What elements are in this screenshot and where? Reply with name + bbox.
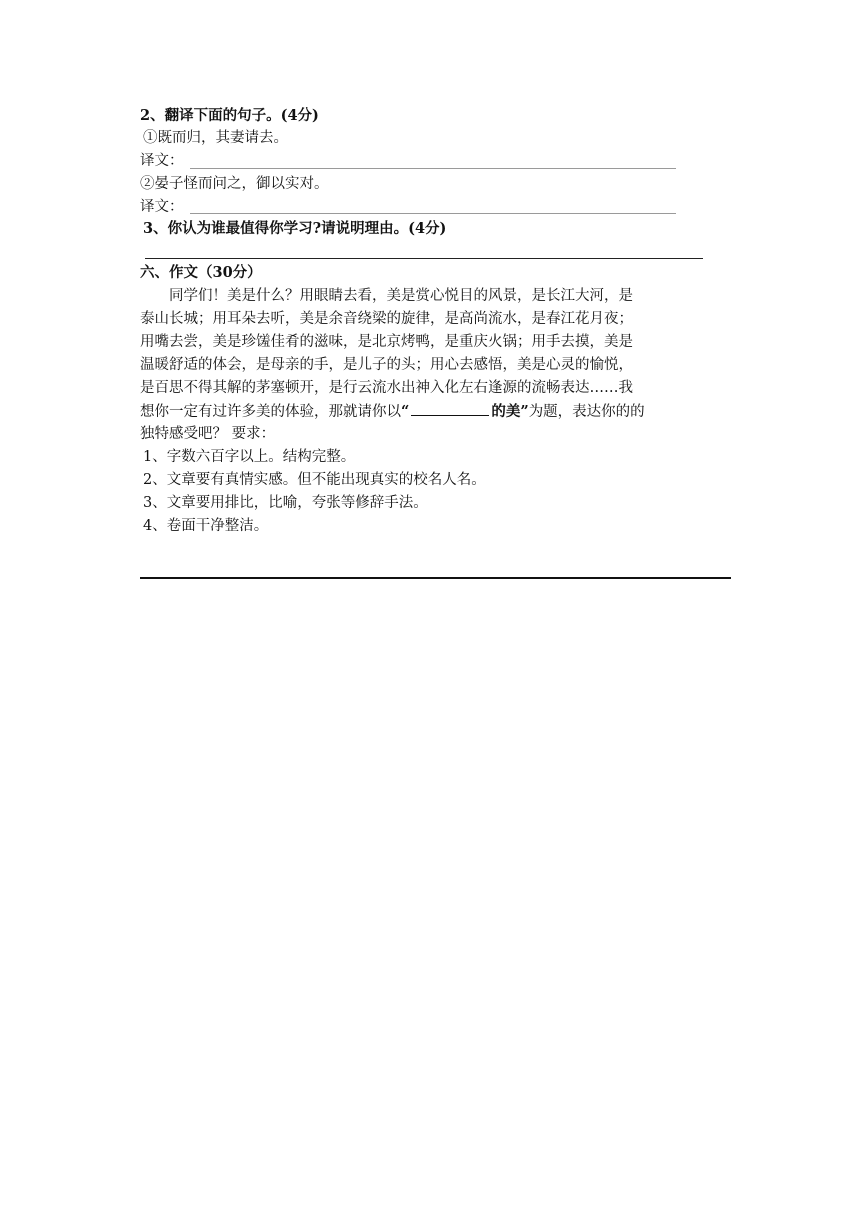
translation-sentence-2: ②晏子怪而问之，御以实对。 [140, 176, 329, 192]
essay-requirement-4: 4、卷面干净整洁。 [143, 518, 269, 534]
opinion-question-label: 3、你认为谁最值得你学习?请说明理由。(4分) [143, 220, 447, 237]
translation-answer-line-1[interactable] [190, 168, 676, 169]
essay-prompt-line-4: 温暖舒适的体会，是母亲的手，是儿子的头；用心去感悟，美是心灵的愉悦， [140, 357, 633, 373]
translation-answer-prefix-1: 译文： [140, 153, 184, 169]
title-open-quote: “ [401, 403, 410, 420]
essay-title-trail: 为题，表达你的的 [528, 404, 645, 420]
translation-answer-prefix-2: 译文： [140, 199, 184, 215]
essay-prompt-line-2: 泰山长城；用耳朵去听，美是余音绕梁的旋律，是高尚流水，是春江花月夜； [140, 311, 633, 327]
translation-question-label: 2、翻译下面的句子。(4分) [140, 107, 319, 124]
essay-title-blank[interactable] [411, 400, 489, 416]
essay-prompt-line-1: 同学们！美是什么？用眼睛去看，美是赏心悦目的风景，是长江大河，是 [169, 288, 633, 304]
essay-requirement-3: 3、文章要用排比，比喻，夸张等修辞手法。 [143, 495, 428, 511]
essay-prompt-line-5: 是百思不得其解的茅塞顿开，是行云流水出神入化左右逢源的流畅表达……我 [140, 380, 633, 396]
essay-requirement-1: 1、字数六百字以上。结构完整。 [143, 449, 356, 465]
essay-title-line [140, 400, 645, 423]
essay-prompt-line-3: 用嘴去尝，美是珍馐佳肴的滋味，是北京烤鸭，是重庆火锅；用手去摸，美是 [140, 334, 633, 350]
translation-sentence-1: ①既而归，其妻请去。 [143, 130, 288, 146]
essay-title-lead: 想你一定有过许多美的体验，那就请你以 [140, 404, 401, 420]
essay-heading: 六、作文（30分） [140, 264, 262, 281]
essay-requirements-intro: 独特感受吧？ 要求： [140, 426, 276, 442]
essay-requirement-2: 2、文章要有真情实感。但不能出现真实的校名人名。 [143, 472, 486, 488]
essay-title-suffix: 的美 [491, 403, 521, 420]
essay-divider-line [140, 577, 731, 579]
title-close-quote: ” [520, 403, 529, 420]
translation-answer-line-2[interactable] [190, 213, 676, 214]
opinion-answer-line[interactable] [145, 258, 703, 259]
